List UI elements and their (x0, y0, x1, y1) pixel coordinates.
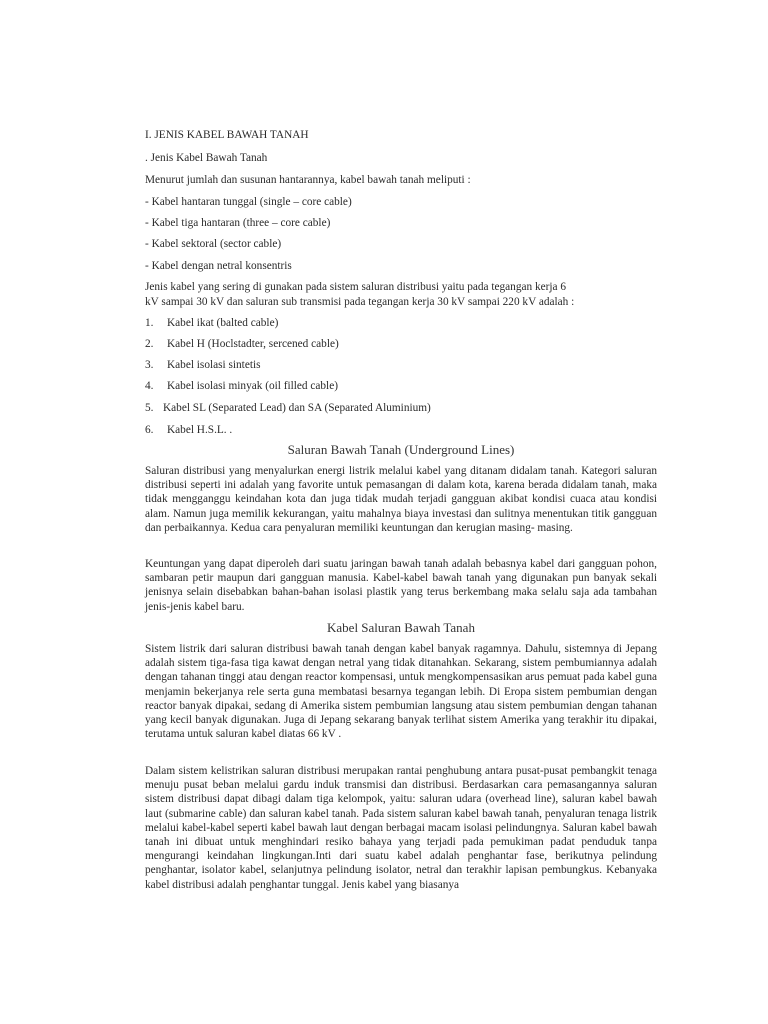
item-text: Kabel isolasi minyak (oil filled cable) (167, 380, 338, 392)
item-text: Kabel H.S.L. . (167, 424, 233, 436)
section-heading: Kabel Saluran Bawah Tanah (327, 620, 475, 635)
bullet-item: - Kabel tiga hantaran (three – core cable) (145, 217, 331, 229)
cable-types-text: Jenis kabel yang sering di gunakan pada sistem saluran distribusi yaitu pada tegangan kerja 6 (145, 281, 567, 293)
item-text: Kabel H (Hoclstadter, sercened cable) (167, 338, 339, 350)
bullet-item: - Kabel sektoral (sector cable) (145, 238, 282, 250)
numbered-item (145, 423, 232, 437)
item-text: Kabel SL (Separated Lead) dan SA (Separated Aluminium) (163, 402, 431, 414)
item-number: 6. (145, 424, 154, 436)
paragraph: Dalam sistem kelistrikan saluran distribusi merupakan rantai penghubung antara pusat-pusat pembangkit tenaga menuju pusat beban melalui gardu induk transmisi dan distribusi. Berdasarkan cara pemasangannya saluran sistem distribusi dapat dibagi dalam tiga kelompok, yaitu: saluran udara (overhead line), saluran kabel bawah laut (submarine cable) dan saluran kabel tanah. Pada sistem saluran kabel bawah tanah, penyaluran tenaga listrik melalui kabel-kabel seperti kabel bawah laut dengan berbagai macam isolasi pelindungnya. Saluran kabel bawah tanah ini dibuat untuk menghindari resiko bahaya yang terjadi pada pemukiman padat penduduk tanpa mengurangi keindahan lingkungan.Inti dari suatu kabel adalah penghantar fase, berikutnya pelindung penghantar, isolator kabel, selanjutnya pelindung isolator, netral dan terakhir lapisan pembungkus. Kebanyaka kabel distribusi adalah penghantar tunggal. Jenis kabel yang biasanya (145, 765, 657, 891)
paragraph: Saluran distribusi yang menyalurkan energi listrik melalui kabel yang ditanam didalam tanah. Kategori saluran distribusi seperti ini adalah yang favorite untuk pemasangan di dalam kota, karena berada didalam tanah, maka tidak mengganggu keindahan kota dan juga tidak mudah terjadi gangguan akibat kondisi cuaca atau kondisi alam. Namun juga memilik kekurangan, yaitu mahalnya biaya investasi dan sulitnya menentukan titik gangguan dan perbaikannya. Kedua cara penyaluran memiliki keuntungan dan kerugian masing- masing. (145, 465, 657, 534)
item-text: Kabel isolasi sintetis (167, 359, 261, 371)
item-number: 1. (145, 317, 154, 329)
bullet-item: - Kabel hantaran tunggal (single – core cable) (145, 196, 352, 208)
intro-text: Menurut jumlah dan susunan hantarannya, kabel bawah tanah meliputi : (145, 174, 471, 186)
numbered-item (145, 337, 339, 351)
item-number: 2. (145, 338, 154, 350)
numbered-item (145, 358, 261, 372)
section-title: I. JENIS KABEL BAWAH TANAH (145, 129, 309, 141)
numbered-item (145, 316, 278, 330)
numbered-item (145, 401, 431, 415)
paragraph: Sistem listrik dari saluran distribusi bawah tanah dengan kabel banyak ragamnya. Dahulu, sistemnya di Jepang adalah sistem tiga-fasa tiga kawat dengan netral yang tidak ditanahkan. Sekarang, sistem pembumiannya adalah dengan tahanan tinggi atau dengan reactor kompensasi, untuk mengkompensasikan arus pemuat pada kabel guna menjamin bekerjanya rele serta guna membatasi besarnya tegangan lebih. Di Eropa sistem pembumian dengan reactor banyak dipakai, sedang di Amerika sistem pembumian langsung atau sistem pembumian dengan tahanan yang kecil banyak digunakan. Juga di Jepang sekarang banyak terlihat sistem Amerika yang terakhir itu dipakai, terutama untuk saluran kabel diatas 66 kV . (145, 643, 657, 741)
numbered-item (145, 379, 338, 393)
section-heading: Saluran Bawah Tanah (Underground Lines) (287, 442, 515, 457)
item-number: 3. (145, 359, 154, 371)
bullet-item: - Kabel dengan netral konsentris (145, 260, 292, 272)
item-number: 5. (145, 402, 154, 414)
paragraph: Keuntungan yang dapat diperoleh dari suatu jaringan bawah tanah adalah bebasnya kabel dari gangguan pohon, sambaran petir maupun dari gangguan manusia. Kabel-kabel bawah tanah yang digunakan pun banyak sekali jenisnya selain disebabkan bahan-bahan isolasi plastik yang terus berkembang maka selalu saja ada tambahan jenis-jenis kabel baru. (145, 558, 657, 613)
subtitle: . Jenis Kabel Bawah Tanah (145, 152, 268, 164)
item-number: 4. (145, 380, 154, 392)
cable-types-text: kV sampai 30 kV dan saluran sub transmisi pada tegangan kerja 30 kV sampai 220 kV adalah : (145, 296, 575, 308)
item-text: Kabel ikat (balted cable) (167, 317, 279, 329)
